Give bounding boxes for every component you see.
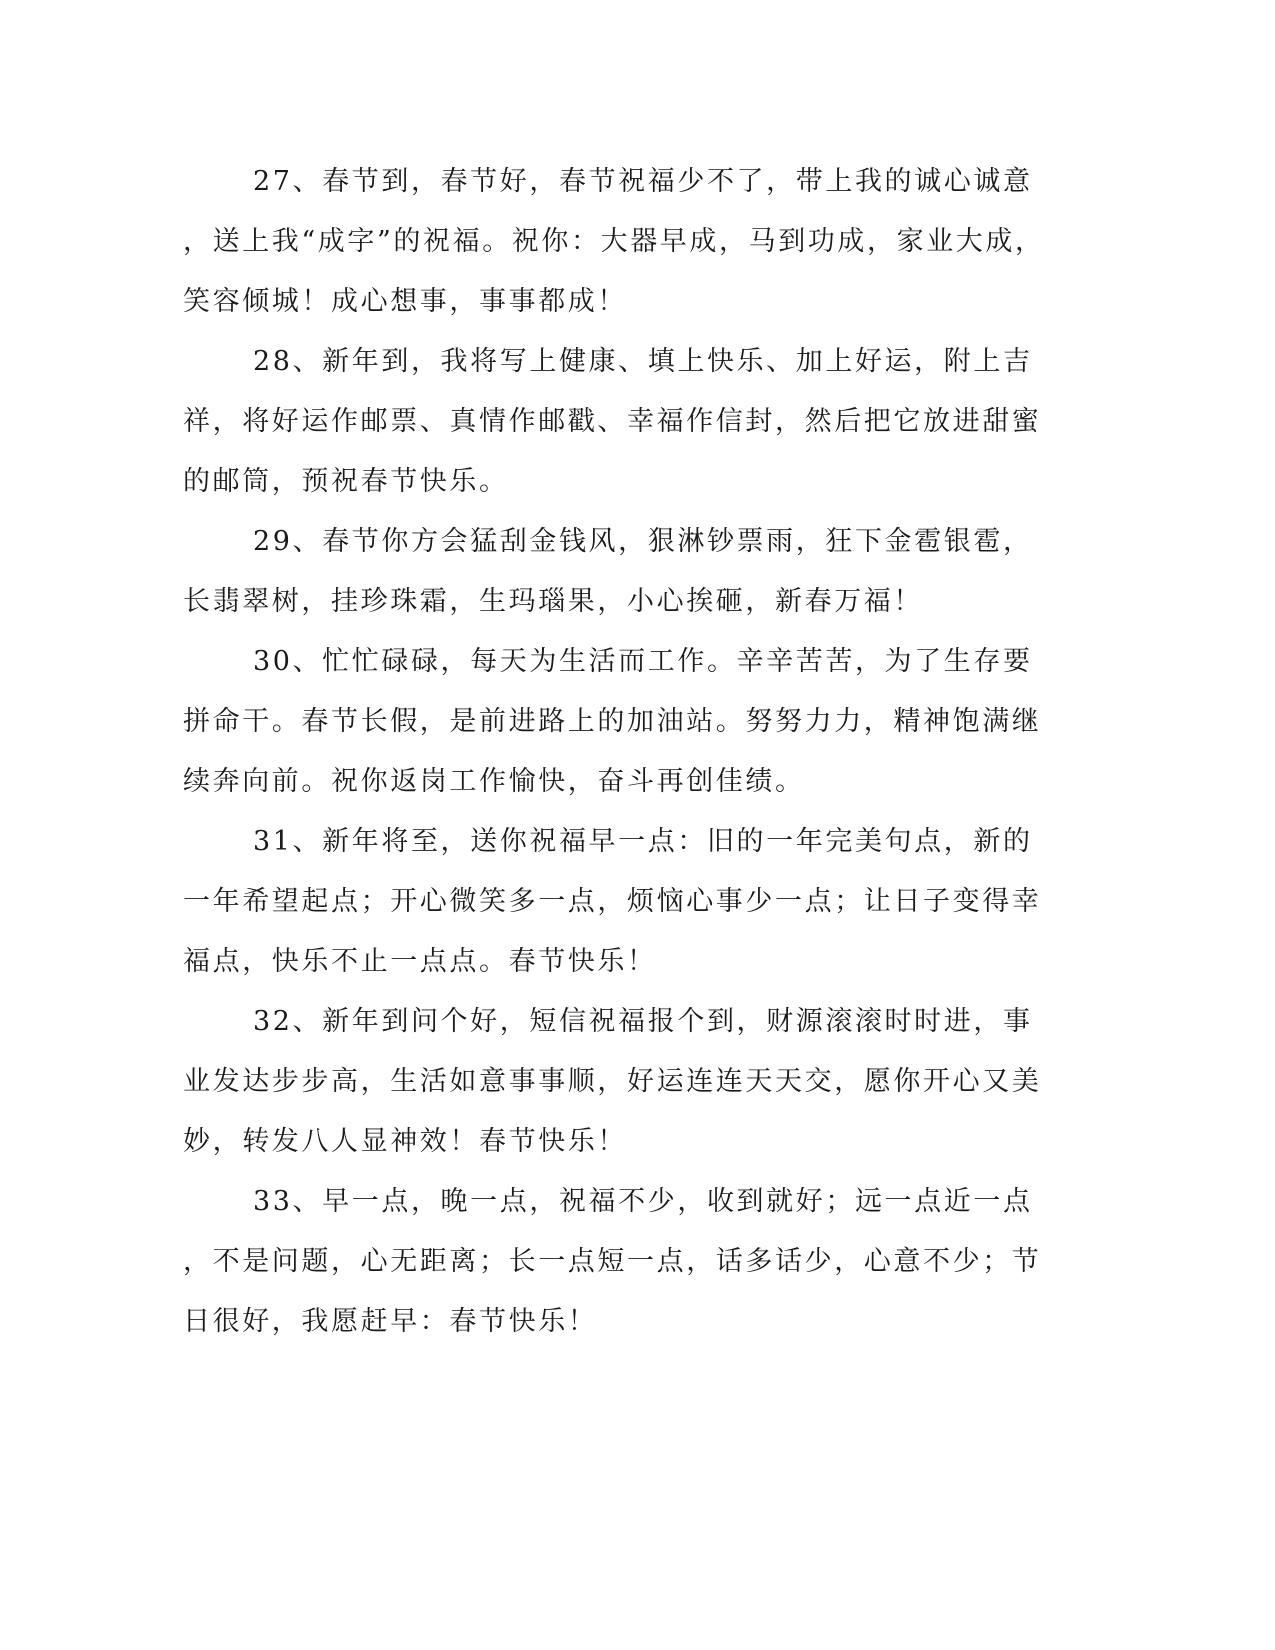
paragraph-32: 32、新年到问个好，短信祝福报个到，财源滚滚时时进，事业发达步步高，生活如意事事顺，好运连连天天交，愿你开心又美妙，转发八人显神效！春节快乐！ xyxy=(183,1006,1042,1157)
paragraph-33: 33、早一点，晚一点，祝福不少，收到就好；远一点近一点，不是问题，心无距离；长一点短一点，话多话少，心意不少；节日很好，我愿赶早：春节快乐！ xyxy=(183,1186,1042,1337)
paragraph-30: 30、忙忙碌碌，每天为生活而工作。辛辛苦苦，为了生存要拼命干。春节长假，是前进路上的加油站。努努力力，精神饱满继续奔向前。祝你返岗工作愉快，奋斗再创佳绩。 xyxy=(183,646,1042,797)
paragraph-31: 31、新年将至，送你祝福早一点：旧的一年完美句点，新的一年希望起点；开心微笑多一点，烦恼心事少一点；让日子变得幸福点，快乐不止一点点。春节快乐！ xyxy=(183,826,1042,977)
paragraph-27: 27、春节到，春节好，春节祝福少不了，带上我的诚心诚意，送上我“成字”的祝福。祝你：大器早成，马到功成，家业大成，笑容倾城！成心想事，事事都成！ xyxy=(183,166,1045,317)
paragraph-29: 29、春节你方会猛刮金钱风，狠淋钞票雨，狂下金雹银雹，长翡翠树，挂珍珠霜，生玛瑙果，小心挨砸，新春万福！ xyxy=(183,526,1033,617)
document-body xyxy=(183,152,1055,1352)
paragraph-28: 28、新年到，我将写上健康、填上快乐、加上好运，附上吉祥，将好运作邮票、真情作邮戳、幸福作信封，然后把它放进甜蜜的邮筒，预祝春节快乐。 xyxy=(183,346,1042,497)
